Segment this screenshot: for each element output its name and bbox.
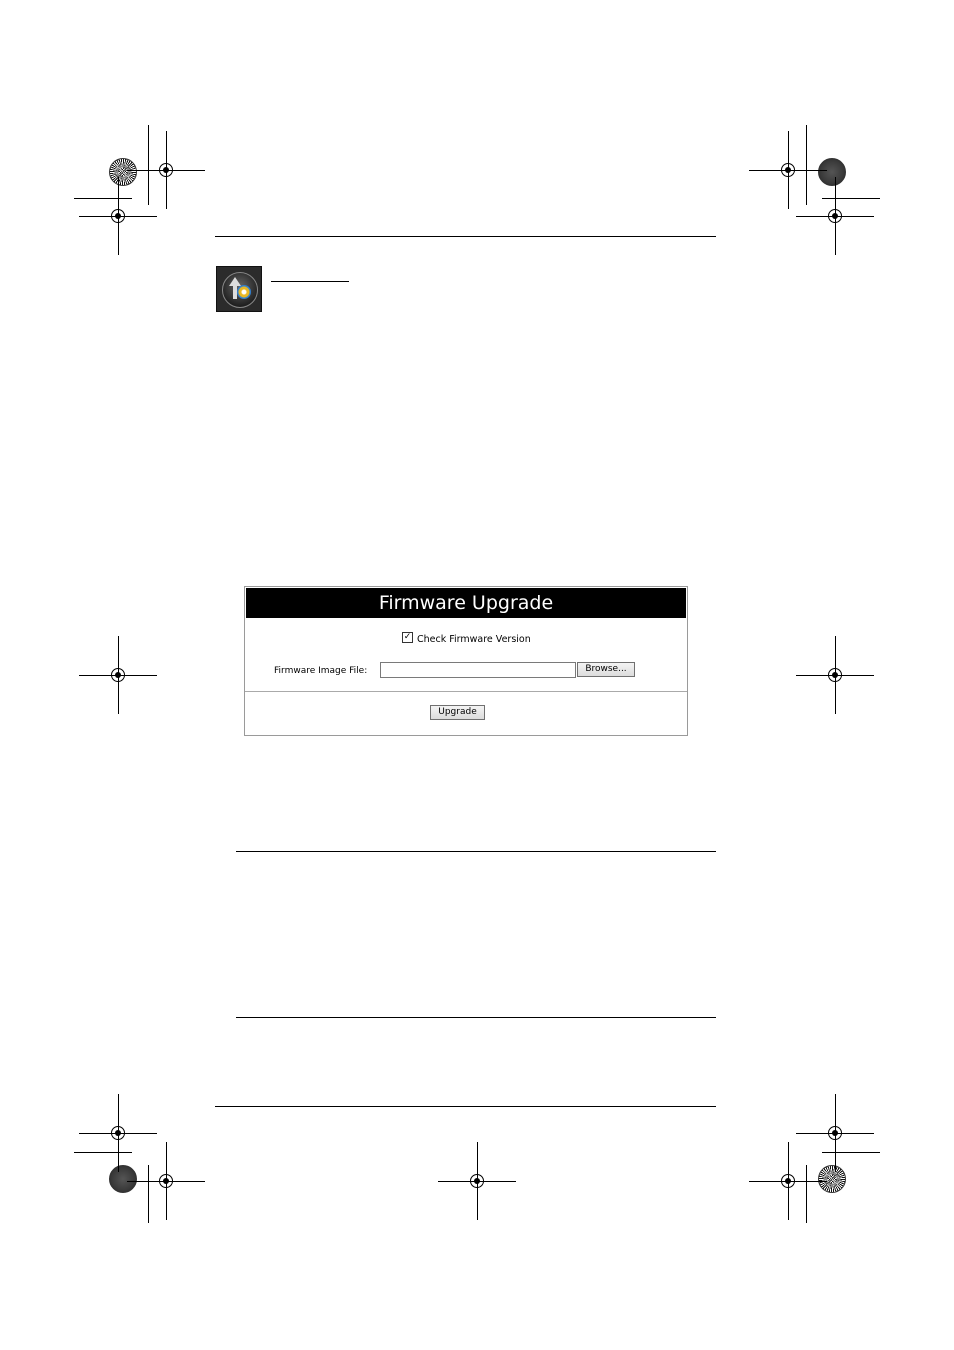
upgrade-button[interactable]: Upgrade: [430, 705, 485, 720]
firmware-image-file-input[interactable]: [380, 662, 576, 678]
crop-line: [74, 1152, 132, 1153]
crop-line: [806, 125, 807, 205]
crop-line: [822, 198, 880, 199]
check-firmware-label: Check Firmware Version: [417, 634, 531, 645]
crop-line: [822, 1152, 880, 1153]
header-rule: [215, 236, 716, 237]
check-firmware-checkbox[interactable]: ✓: [403, 632, 412, 642]
firmware-upgrade-panel: [244, 586, 688, 736]
section-title-underline: [271, 281, 349, 282]
crop-line: [806, 1165, 807, 1223]
star-target-icon: [818, 1165, 846, 1193]
star-target-icon: [109, 158, 137, 186]
crop-line: [148, 1165, 149, 1223]
firmware-image-file-label: Firmware Image File:: [274, 666, 368, 676]
star-target-icon: [109, 1165, 137, 1193]
note-rule-top: [236, 851, 716, 852]
panel-divider: [245, 691, 687, 692]
panel-title: Firmware Upgrade: [246, 588, 686, 618]
crop-line: [148, 125, 149, 205]
note-rule-bottom: [236, 1017, 716, 1018]
crop-line: [74, 198, 132, 199]
star-target-icon: [818, 158, 846, 186]
browse-button[interactable]: Browse...: [577, 662, 635, 677]
footer-rule: [215, 1106, 716, 1107]
firmware-upgrade-icon: [216, 266, 262, 312]
